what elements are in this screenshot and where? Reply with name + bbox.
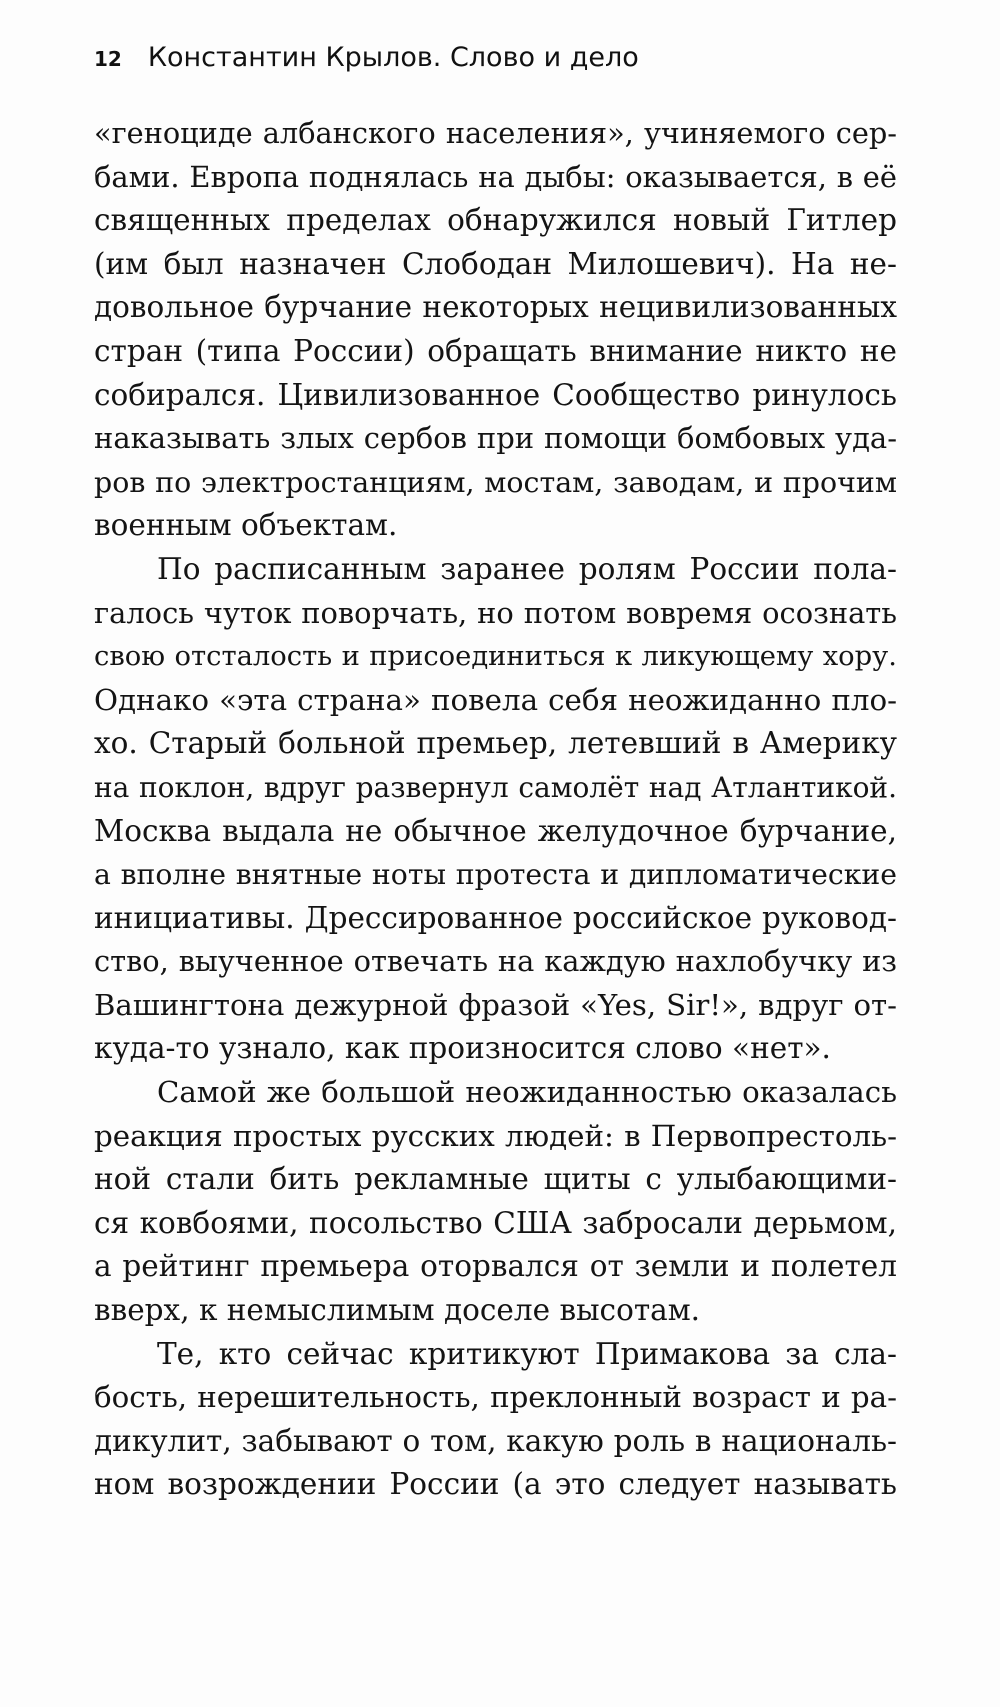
text-line: Москва выдала не обычное желудочное бурчание, [94,813,897,848]
text-line: дикулит, забывают о том, какую роль в националь- [94,1423,897,1458]
text-line: а рейтинг премьера оторвался от земли и полетел [94,1249,897,1284]
text-line: По расписанным заранее ролям России пола- [157,551,897,586]
paragraph-4 [94,1333,897,1507]
text-line: свою отсталость и присоединиться к ликующему хору. [94,641,897,673]
text-line: а вполне внятные ноты протеста и дипломатические [94,858,897,892]
text-line: собирался. Цивилизованное Сообщество ринулось [94,377,897,412]
paragraph-3 [94,1071,897,1333]
text-line: ров по электростанциям, мостам, заводам, и прочим [94,465,897,499]
text-line: хо. Старый больной премьер, летевший в Америку [94,726,897,761]
text-line: бость, нерешительность, преклонный возраст и ра- [94,1380,897,1415]
page-number: 12 [94,47,122,71]
text-line: ном возрождении России (а это следует называть [94,1467,897,1502]
running-head-title: Константин Крылов. Слово и дело [147,42,639,73]
text-line: стран (типа России) обращать внимание никто не [94,333,897,368]
paragraph-2 [94,548,897,1071]
text-line: куда-то узнало, как произносится слово «нет». [94,1031,831,1066]
running-head [94,38,639,78]
paragraph-1 [94,112,897,548]
text-line: Те, кто сейчас критикуют Примакова за сла- [157,1336,897,1371]
text-line: наказывать злых сербов при помощи бомбовых уда- [94,421,897,456]
text-line: Вашингтона дежурной фразой «Yes, Sir!», вдруг от- [94,987,897,1022]
text-line: Самой же большой неожиданностью оказалась [157,1075,897,1110]
text-line: священных пределах обнаружился новый Гитлер [94,203,897,238]
text-line: довольное бурчание некоторых нецивилизованных [94,290,897,325]
text-line: на поклон, вдруг развернул самолёт над Атлантикой. [94,770,897,804]
text-line: галось чуток поворчать, но потом вовремя осознать [94,595,897,630]
text-line: ной стали бить рекламные щиты с улыбающими- [94,1162,897,1197]
body-text [94,112,897,1507]
text-line: «геноциде албанского населения», учиняемого сер- [94,116,897,150]
text-line: инициативы. Дрессированное российское руковод- [94,900,897,935]
text-line: ство, выученное отвечать на каждую нахлобучку из [94,944,897,979]
text-line: военным объектам. [94,508,398,543]
text-line: бами. Европа поднялась на дыбы: оказывается, в её [94,159,897,194]
text-line: ся ковбоями, посольство США забросали дерьмом, [94,1205,897,1240]
text-line: вверх, к немыслимым доселе высотам. [94,1293,701,1328]
text-line: Однако «эта страна» повела себя неожиданно пло- [94,682,897,717]
text-line: (им был назначен Слободан Милошевич). На не- [94,246,897,281]
text-line: реакция простых русских людей: в Первопрестоль- [94,1118,897,1153]
